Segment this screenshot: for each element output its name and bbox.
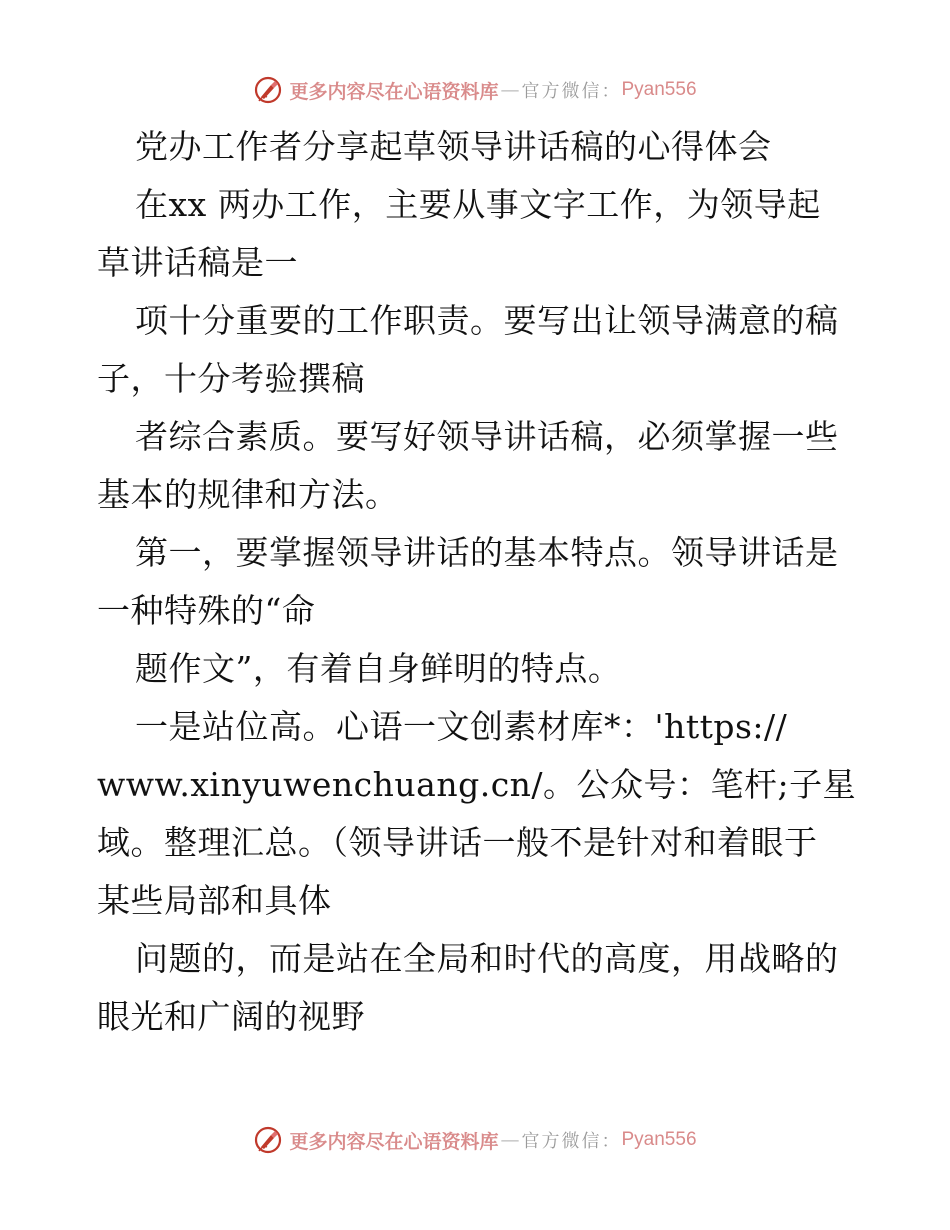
text-line: 草讲话稿是一 <box>97 243 298 282</box>
text-line: 问题的，而是站在全局和时代的高度，用战略的 <box>135 939 839 978</box>
text-line: 域。整理汇总。（领导讲话一般不是针对和着眼于 <box>97 823 818 862</box>
text-line: 子，十分考验撰稿 <box>97 359 365 398</box>
text-line: 项十分重要的工作职责。要写出让领导满意的稿 <box>135 301 839 340</box>
text-line: 一是站位高。心语一文创素材库*：'https:// <box>135 707 788 746</box>
text-line: www.xinyuwenchuang.cn/。公众号：笔杆;子星 <box>97 765 857 804</box>
banner-wechat-label: 官方微信： <box>521 1131 622 1152</box>
text-line: 基本的规律和方法。 <box>97 475 399 514</box>
banner-wechat-id: Pyan556 <box>621 1129 697 1150</box>
text-line: 某些局部和具体 <box>97 881 332 920</box>
banner-dash: — <box>500 1129 520 1151</box>
text-line: 眼光和广阔的视野 <box>97 997 365 1036</box>
document-body <box>97 118 857 1046</box>
text-line: 第一，要掌握领导讲话的基本特点。领导讲话是 <box>135 533 839 572</box>
document-title: 党办工作者分享起草领导讲话稿的心得体会 <box>135 127 772 166</box>
banner-brand-text: 更多内容尽在心语资料库 <box>289 80 499 103</box>
text-line: 题作文”，有着自身鲜明的特点。 <box>135 649 622 688</box>
banner-brand-text: 更多内容尽在心语资料库 <box>289 1130 499 1153</box>
header-banner <box>0 70 950 110</box>
banner-wechat-label: 官方微信： <box>521 81 622 102</box>
banner-dash: — <box>500 79 520 101</box>
text-line: 在xx 两办工作，主要从事文字工作，为领导起 <box>135 185 821 224</box>
pen-logo-icon <box>253 75 283 105</box>
footer-banner <box>0 1120 950 1160</box>
text-line: 者综合素质。要写好领导讲话稿，必须掌握一些 <box>135 417 839 456</box>
banner-wechat-id: Pyan556 <box>621 79 697 100</box>
text-line: 一种特殊的“命 <box>97 591 316 630</box>
pen-logo-icon <box>253 1125 283 1155</box>
